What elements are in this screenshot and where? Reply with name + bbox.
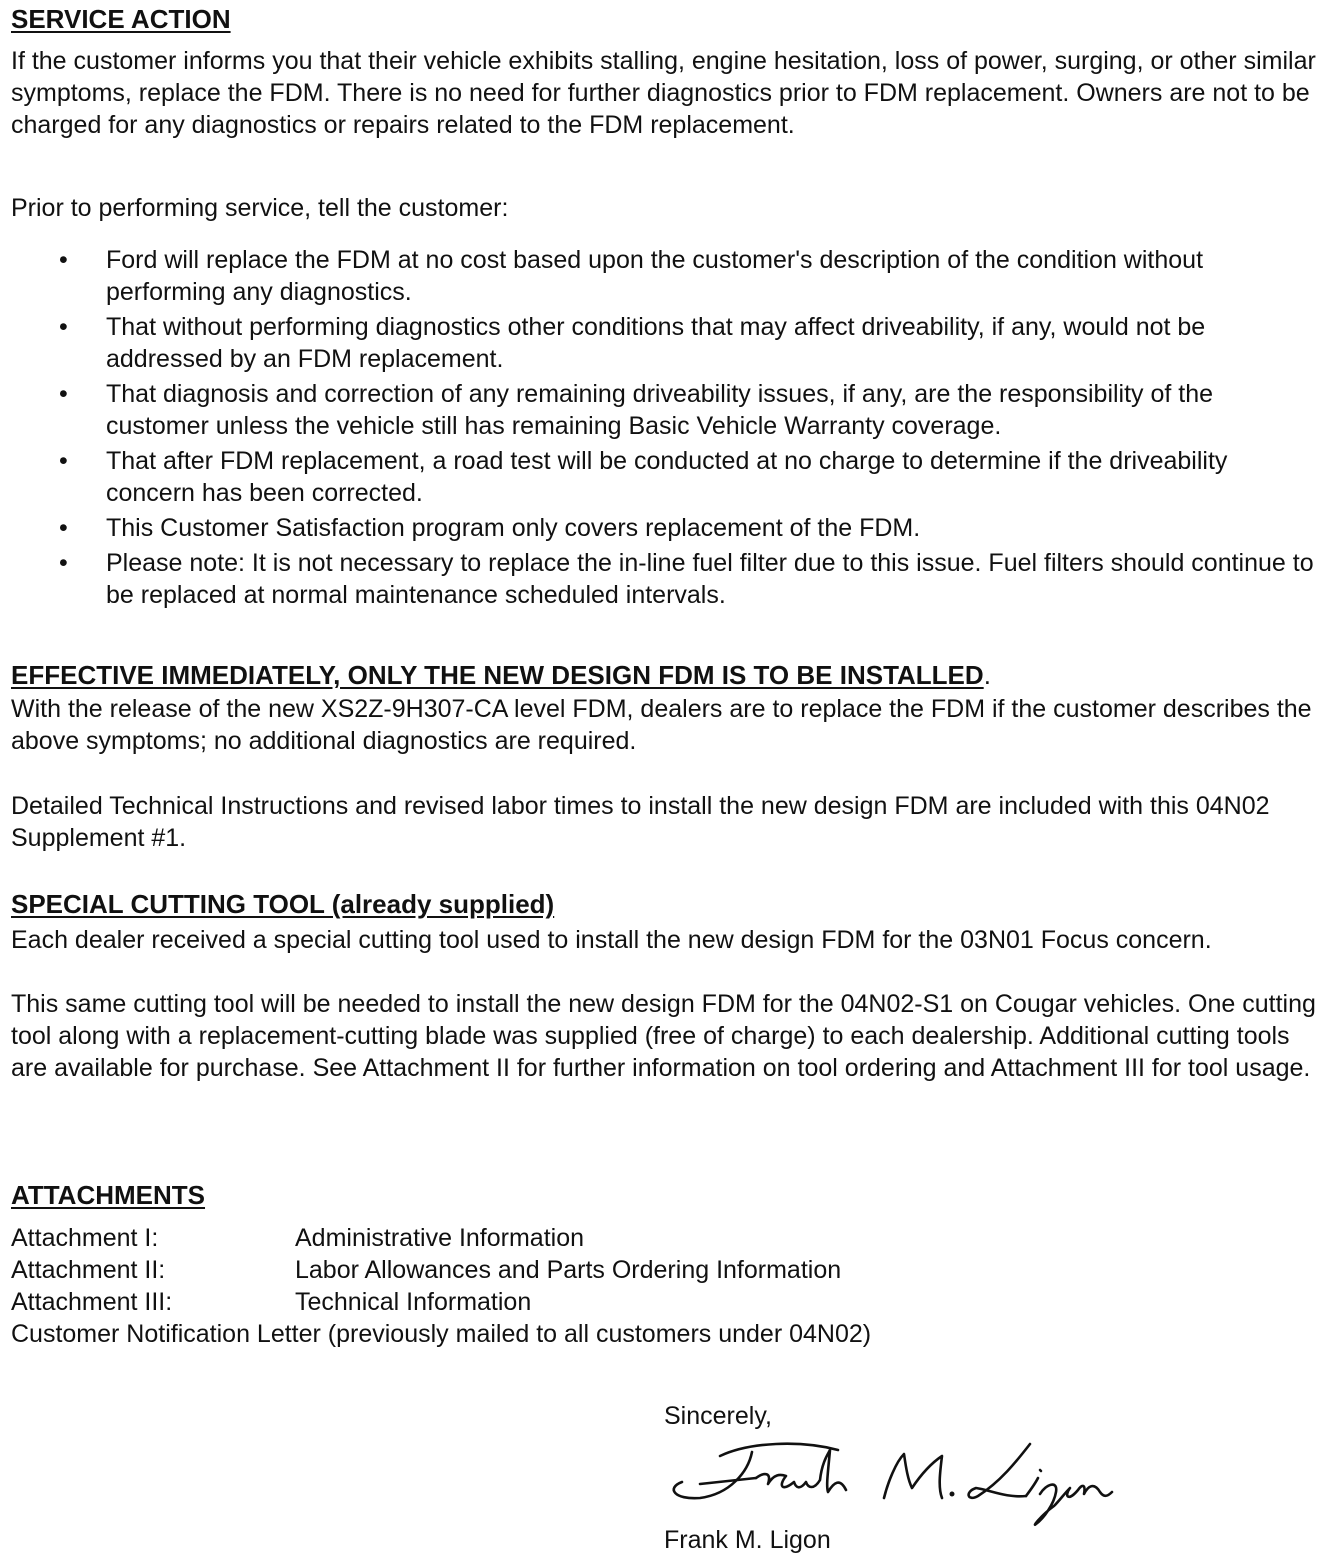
service-action-intro: If the customer informs you that their vehicle exhibits stalling, engine hesitation, loss of power, surging, or other similar symptoms, replace the FDM. There is no need for further diagnostics prior to FDM replacement. Owners are not to be charged for any diagnostics or repairs related to the FDM replacement. xyxy=(11,47,1316,139)
bullet-icon: • xyxy=(59,514,68,542)
signature-stroke xyxy=(1026,1470,1041,1496)
attachment-label: Attachment II: xyxy=(11,1256,166,1284)
attachment-value: Technical Information xyxy=(295,1288,532,1316)
attachment-row xyxy=(11,1286,871,1318)
attachment-value: Labor Allowances and Parts Ordering Information xyxy=(295,1256,842,1284)
signature-stroke xyxy=(700,1478,756,1484)
signature-stroke xyxy=(674,1452,752,1498)
list-item-text: Please note: It is not necessary to replace the in-line fuel filter due to this issue. Fuel filters should continue to be replaced at normal maintenance scheduled intervals. xyxy=(106,549,1314,609)
list-item-text: Ford will replace the FDM at no cost based upon the customer's description of the condition without performing any diagnostics. xyxy=(106,246,1204,306)
attachments-list xyxy=(11,1222,871,1350)
attachment-value: Administrative Information xyxy=(295,1224,585,1252)
list-item-text: That after FDM replacement, a road test will be conducted at no charge to determine if the driveability concern has been corrected. xyxy=(106,447,1228,507)
salutation: Sincerely, xyxy=(664,1402,772,1430)
prior-to-service-text: Prior to performing service, tell the customer: xyxy=(11,194,509,222)
bullet-icon: • xyxy=(59,549,68,577)
list-item-text: That diagnosis and correction of any remaining driveability issues, if any, are the responsibility of the customer unless the vehicle still has remaining Basic Vehicle Warranty coverage. xyxy=(106,380,1214,440)
attachment-row xyxy=(11,1222,871,1254)
special-tool-paragraph-1: Each dealer received a special cutting tool used to install the new design FDM for the 03N01 Focus concern. xyxy=(11,926,1212,954)
special-tool-heading: SPECIAL CUTTING TOOL (already supplied) xyxy=(11,889,555,919)
list-item xyxy=(0,445,1328,509)
effective-heading-line xyxy=(11,660,991,691)
effective-heading-period: . xyxy=(983,660,991,690)
list-item xyxy=(0,311,1328,375)
effective-heading: EFFECTIVE IMMEDIATELY, ONLY THE NEW DESIGN FDM IS TO BE INSTALLED xyxy=(11,660,984,690)
signature-image xyxy=(660,1432,1120,1532)
bullet-icon: • xyxy=(59,380,68,408)
attachment-row xyxy=(11,1254,871,1286)
bullet-icon: • xyxy=(59,313,68,341)
signature-stroke xyxy=(884,1454,942,1498)
attachment-label: Attachment III: xyxy=(11,1288,173,1316)
list-item xyxy=(0,378,1328,442)
signature-stroke xyxy=(720,1444,838,1456)
customer-instructions-list xyxy=(0,244,1328,614)
effective-paragraph-1: With the release of the new XS2Z-9H307-CA level FDM, dealers are to replace the FDM if the customer describes the above symptoms; no additional diagnostics are required. xyxy=(11,695,1312,755)
list-item xyxy=(0,244,1328,308)
list-item xyxy=(0,512,1328,544)
attachment-label: Attachment I: xyxy=(11,1224,159,1252)
list-item-text: That without performing diagnostics other conditions that may affect driveability, if any, would not be addressed by an FDM replacement. xyxy=(106,313,1206,373)
bullet-icon: • xyxy=(59,447,68,475)
bullet-icon: • xyxy=(59,246,68,274)
signature-stroke xyxy=(969,1444,1030,1498)
effective-paragraph-2: Detailed Technical Instructions and revised labor times to install the new design FDM are included with this 04N02 Supplement #1. xyxy=(11,792,1270,852)
attachments-heading: ATTACHMENTS xyxy=(11,1180,206,1210)
special-tool-paragraph-2: This same cutting tool will be needed to install the new design FDM for the 04N02-S1 on Cougar vehicles. One cutting tool along with a replacement-cutting blade was supplied (free of charge) to each dealership. Additional cutting tools are available for purchase. See Attachment II for further information on tool ordering and Attachment III for tool usage. xyxy=(11,990,1316,1082)
signature-stroke xyxy=(950,1492,955,1497)
customer-notification-line: Customer Notification Letter (previously mailed to all customers under 04N02) xyxy=(11,1320,872,1348)
list-item-text: This Customer Satisfaction program only covers replacement of the FDM. xyxy=(106,514,921,542)
service-action-heading: SERVICE ACTION xyxy=(11,4,231,34)
signer-name: Frank M. Ligon xyxy=(664,1526,831,1554)
list-item xyxy=(0,547,1328,611)
signature-stroke xyxy=(1035,1485,1112,1525)
signature-stroke xyxy=(756,1450,846,1492)
